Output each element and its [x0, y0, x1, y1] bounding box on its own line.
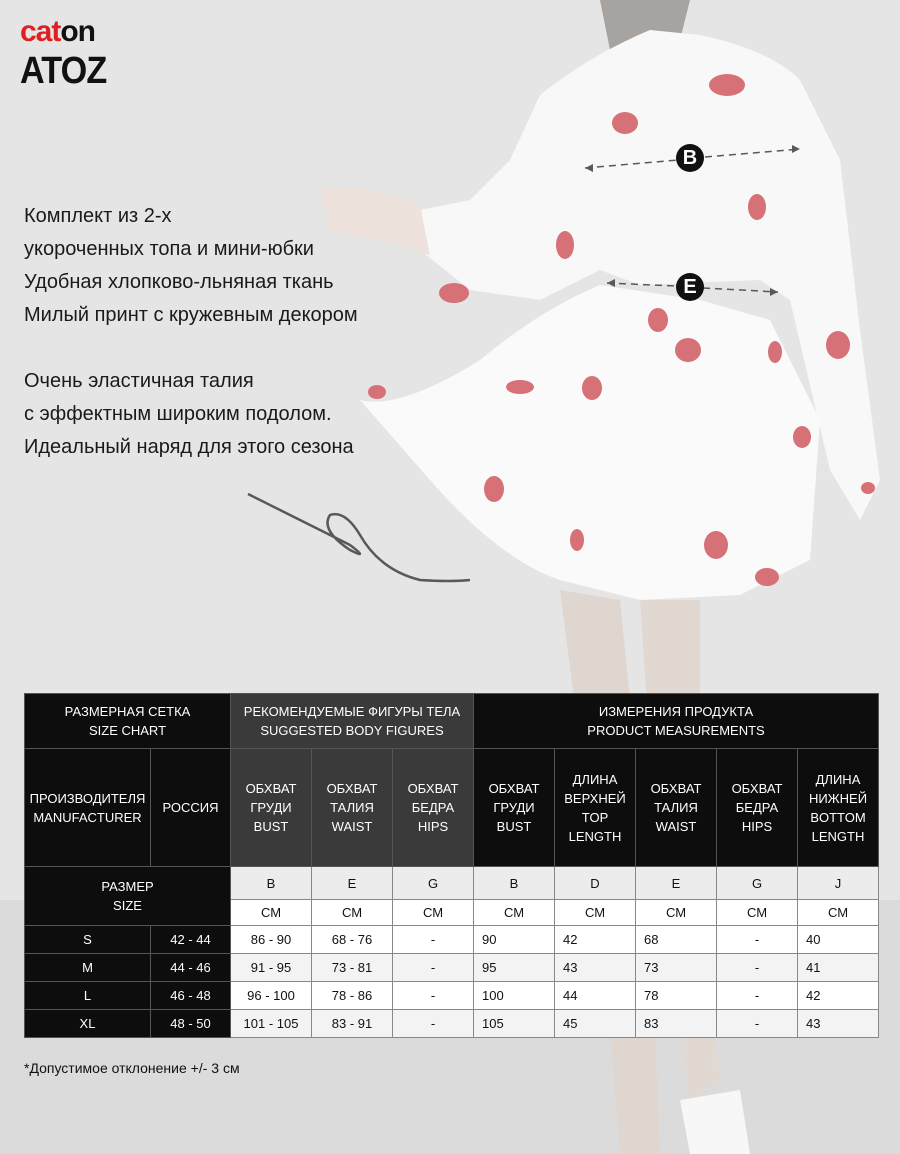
table-row — [25, 982, 879, 1010]
size-cell: M — [25, 954, 151, 982]
col-unit: СМ — [636, 900, 717, 926]
data-cell: 43 — [798, 1010, 879, 1038]
col-header-product-top-length: ДЛИНА ВЕРХНЕЙ TOP LENGTH — [555, 749, 636, 867]
data-cell: 78 - 86 — [312, 982, 393, 1010]
col-header-body-bust: ОБХВАТ ГРУДИ BUST — [231, 749, 312, 867]
data-cell: 105 — [474, 1010, 555, 1038]
product-description — [24, 200, 358, 464]
russia-size-cell: 44 - 46 — [151, 954, 231, 982]
russia-size-cell: 42 - 44 — [151, 926, 231, 954]
russia-size-cell: 48 - 50 — [151, 1010, 231, 1038]
col-code: J — [798, 867, 879, 900]
col-code: B — [231, 867, 312, 900]
table-row — [25, 1010, 879, 1038]
col-header-body-waist: ОБХВАТ ТАЛИЯ WAIST — [312, 749, 393, 867]
col-unit: СМ — [393, 900, 474, 926]
data-cell: 43 — [555, 954, 636, 982]
col-code: D — [555, 867, 636, 900]
manufacturer-header: ПРОИЗВОДИТЕЛЯ MANUFACTURER — [25, 749, 151, 867]
col-header-product-bottom-length: ДЛИНА НИЖНЕЙ BOTTOM LENGTH — [798, 749, 879, 867]
data-cell: 86 - 90 — [231, 926, 312, 954]
data-cell: 90 — [474, 926, 555, 954]
data-cell: 45 — [555, 1010, 636, 1038]
col-code: E — [312, 867, 393, 900]
russia-header: РОССИЯ — [151, 749, 231, 867]
col-unit: СМ — [231, 900, 312, 926]
data-cell: - — [717, 1010, 798, 1038]
data-cell: 41 — [798, 954, 879, 982]
col-code: E — [636, 867, 717, 900]
desc-line: Очень эластичная талия — [24, 370, 254, 392]
desc-line: Комплект из 2-х — [24, 205, 172, 227]
size-cell: L — [25, 982, 151, 1010]
data-cell: 73 - 81 — [312, 954, 393, 982]
desc-line: Идеальный наряд для этого сезона — [24, 436, 354, 458]
data-cell: 40 — [798, 926, 879, 954]
col-unit: СМ — [798, 900, 879, 926]
data-cell: - — [717, 926, 798, 954]
group-header-body-figures: РЕКОМЕНДУЕМЫЕ ФИГУРЫ ТЕЛА SUGGESTED BODY FIGURES — [231, 694, 474, 749]
data-cell: 83 - 91 — [312, 1010, 393, 1038]
russia-size-cell: 46 - 48 — [151, 982, 231, 1010]
data-cell: 101 - 105 — [231, 1010, 312, 1038]
col-unit: СМ — [474, 900, 555, 926]
size-cell: S — [25, 926, 151, 954]
data-cell: 96 - 100 — [231, 982, 312, 1010]
col-header-body-hips: ОБХВАТ БЕДРА HIPS — [393, 749, 474, 867]
brand-logo — [20, 14, 116, 92]
data-cell: 100 — [474, 982, 555, 1010]
group-header-product-measurements: ИЗМЕРЕНИЯ ПРОДУКТА PRODUCT MEASUREMENTS — [474, 694, 879, 749]
col-unit: СМ — [312, 900, 393, 926]
data-cell: 83 — [636, 1010, 717, 1038]
desc-line: Удобная хлопково-льняная ткань — [24, 271, 334, 293]
brand-logo-on: on — [60, 15, 96, 48]
data-cell: 68 - 76 — [312, 926, 393, 954]
col-header-product-bust: ОБХВАТ ГРУДИ BUST — [474, 749, 555, 867]
data-cell: 73 — [636, 954, 717, 982]
data-cell: 42 — [555, 926, 636, 954]
col-header-product-hips: ОБХВАТ БЕДРА HIPS — [717, 749, 798, 867]
col-header-product-waist: ОБХВАТ ТАЛИЯ WAIST — [636, 749, 717, 867]
table-row — [25, 954, 879, 982]
desc-line: Милый принт с кружевным декором — [24, 304, 358, 326]
data-cell: - — [393, 954, 474, 982]
measure-marker-b: B — [676, 144, 704, 172]
col-unit: СМ — [717, 900, 798, 926]
data-cell: 95 — [474, 954, 555, 982]
col-code: G — [717, 867, 798, 900]
brand-logo-atoz: ATOZ — [20, 50, 107, 92]
footnote: *Допустимое отклонение +/- 3 см — [24, 1060, 240, 1076]
data-cell: 42 — [798, 982, 879, 1010]
data-cell: - — [393, 1010, 474, 1038]
group-header-size-chart: РАЗМЕРНАЯ СЕТКА SIZE CHART — [25, 694, 231, 749]
desc-line: с эффектным широким подолом. — [24, 403, 332, 425]
size-label-header: РАЗМЕР SIZE — [25, 867, 231, 926]
desc-line: укороченных топа и мини-юбки — [24, 238, 314, 260]
size-cell: XL — [25, 1010, 151, 1038]
col-code: G — [393, 867, 474, 900]
data-cell: - — [393, 982, 474, 1010]
data-cell: - — [393, 926, 474, 954]
col-unit: СМ — [555, 900, 636, 926]
col-code: B — [474, 867, 555, 900]
data-cell: 78 — [636, 982, 717, 1010]
data-cell: - — [717, 982, 798, 1010]
measure-marker-e: E — [676, 273, 704, 301]
data-cell: 44 — [555, 982, 636, 1010]
data-cell: 91 - 95 — [231, 954, 312, 982]
data-cell: 68 — [636, 926, 717, 954]
data-cell: - — [717, 954, 798, 982]
brand-logo-cat: cat — [20, 15, 61, 48]
size-chart-table — [24, 693, 878, 1038]
table-row — [25, 926, 879, 954]
